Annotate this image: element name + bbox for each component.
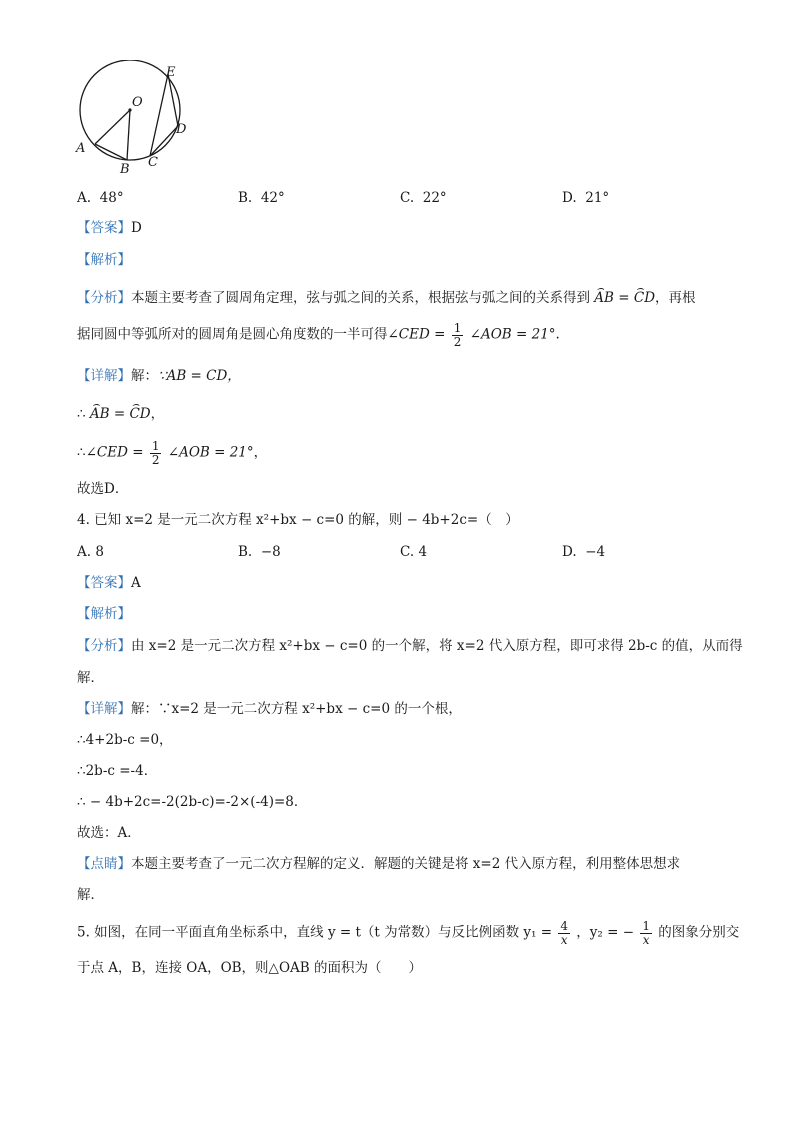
radius-oa xyxy=(95,110,130,144)
q4-answer: 【答案】A xyxy=(77,575,141,591)
q4-option-a: A. 8 xyxy=(77,544,104,560)
q3-option-d: D. 21° xyxy=(562,190,610,206)
q3-option-a: A. 48° xyxy=(77,190,124,206)
q3-analysis-tag: 【解析】 xyxy=(77,252,131,268)
label-e: E xyxy=(166,65,176,80)
q5-stem-line1: 5. 如图，在同一平面直角坐标系中，直线 y = t（t 为常数）与反比例函数 y₁ = $\frac{4}{x}$ ，y₂ = − $\frac{1}{x}$ 的图象分别交 xyxy=(77,919,740,947)
q3-option-b: B. 42° xyxy=(238,190,285,206)
chord-ed xyxy=(168,74,178,126)
radius-ob xyxy=(127,110,130,160)
label-o: O xyxy=(132,95,143,110)
q4-dianjing-line2: 解． xyxy=(77,887,104,903)
q3-fenxi-line1: 【分析】本题主要考查了圆周角定理，弦与弧之间的关系，根据弦与弧之间的关系得到 ⌢ AB = ⌢ CD，再根 xyxy=(77,290,696,306)
label-c: C xyxy=(148,155,158,170)
q3-detail-line1: 【详解】解：∵AB = CD， xyxy=(77,368,241,384)
q3-option-c: C. 22° xyxy=(400,190,447,206)
label-d: D xyxy=(176,122,187,137)
q4-fenxi-line1: 【分析】由 x=2 是一元二次方程 x²+bx − c=0 的一个解，将 x=2 代入原方程，即可求得 2b-c 的值，从而得 xyxy=(77,638,743,654)
q5-stem-line2: 于点 A，B，连接 OA，OB，则△OAB 的面积为（ ） xyxy=(77,960,422,976)
q4-choose: 故选：A． xyxy=(77,825,141,841)
q3-detail-line2: ∴ ⌢ AB = ⌢ CD， xyxy=(77,406,164,422)
q3-fenxi-line2: 据同圆中等弧所对的圆周角是圆心角度数的一半可得∠CED = $\frac{1}{2}$ ∠AOB = 21°. xyxy=(77,321,560,349)
q4-option-b: B. −8 xyxy=(238,544,281,560)
q4-option-c: C. 4 xyxy=(400,544,428,560)
circle-figure xyxy=(70,60,200,180)
q3-detail-line3: ∴∠CED = $\frac{1}{2}$ ∠AOB = 21°， xyxy=(77,439,268,467)
chord-ab xyxy=(95,144,127,160)
q3-answer: 【答案】D xyxy=(77,220,142,236)
chord-cd xyxy=(150,126,178,156)
q3-choose: 故选D． xyxy=(77,481,129,497)
q4-step2: ∴2b-c =-4． xyxy=(77,763,158,779)
q4-dianjing-line1: 【点睛】本题主要考查了一元二次方程解的定义．解题的关键是将 x=2 代入原方程，利用整体思想求 xyxy=(77,856,681,872)
q4-analysis-tag: 【解析】 xyxy=(77,606,131,622)
q4-option-d: D. −4 xyxy=(562,544,606,560)
q4-step3: ∴ − 4b+2c=-2(2b-c)=-2×(-4)=8． xyxy=(77,794,308,810)
label-b: B xyxy=(120,162,130,177)
chord-ce xyxy=(150,74,168,156)
q4-step1: ∴4+2b-c =0， xyxy=(77,732,173,748)
q4-fenxi-line2: 解． xyxy=(77,670,104,686)
q4-stem: 4. 已知 x=2 是一元二次方程 x²+bx − c=0 的解，则 − 4b+2c=（ ） xyxy=(77,512,519,528)
q4-detail-line1: 【详解】解：∵x=2 是一元二次方程 x²+bx − c=0 的一个根， xyxy=(77,701,462,717)
label-a: A xyxy=(76,141,86,156)
